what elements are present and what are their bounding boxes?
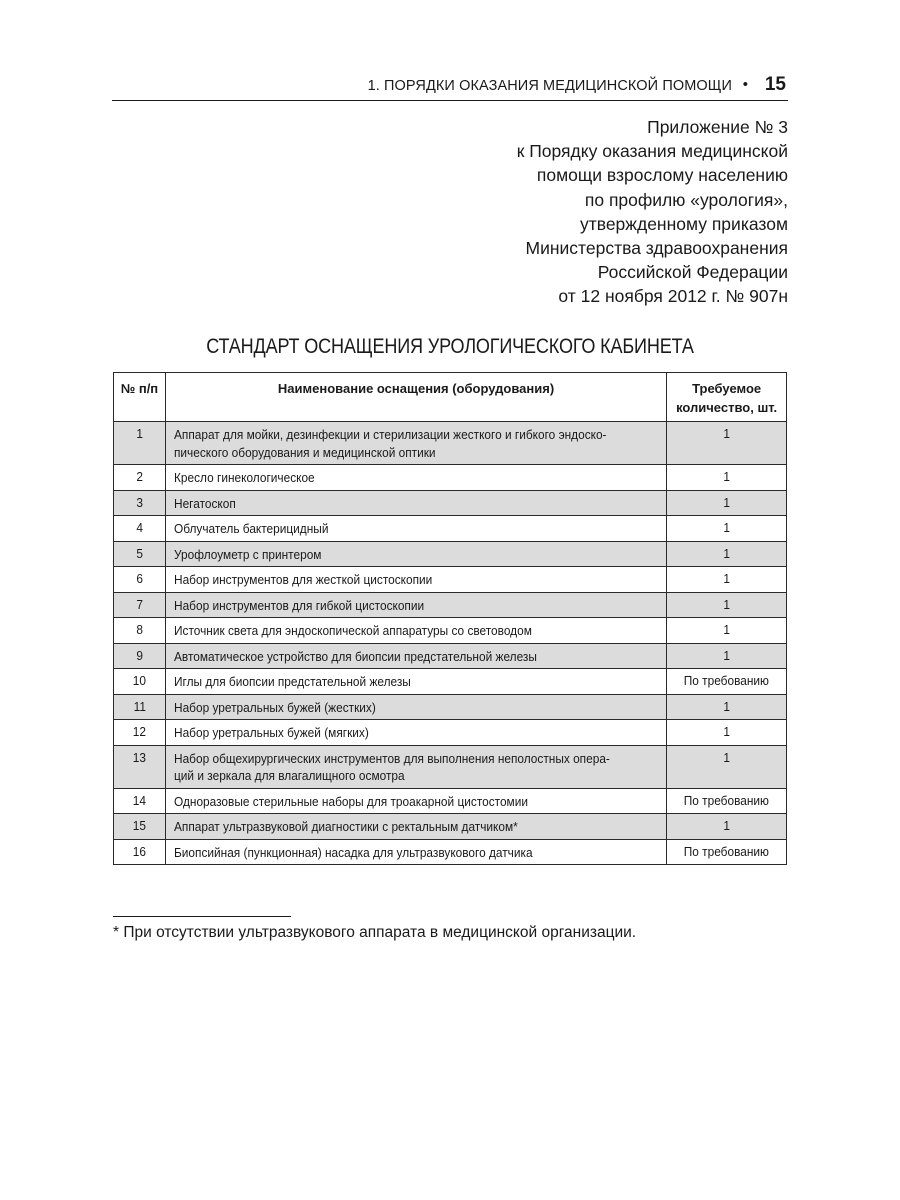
- page-number: 15: [764, 74, 786, 95]
- row-name-line: Биопсийная (пункционная) насадка для ультразвукового датчика: [173, 844, 533, 860]
- row-quantity-text: По требованию: [683, 792, 770, 808]
- row-number: [114, 465, 166, 491]
- row-quantity: [667, 643, 787, 669]
- row-name: [165, 618, 666, 644]
- row-number: [114, 592, 166, 618]
- row-number-text: 2: [136, 469, 143, 484]
- table-row: [114, 618, 787, 644]
- row-name: [165, 490, 666, 516]
- table-row: [114, 592, 787, 618]
- table-row: [114, 567, 787, 593]
- footnote: * При отсутствии ультразвукового аппарата в медицинской организации.: [113, 924, 637, 941]
- row-quantity-text: 1: [723, 622, 730, 637]
- row-quantity-text: 1: [723, 469, 730, 484]
- table-row: [114, 745, 787, 788]
- row-quantity: [667, 839, 787, 865]
- row-quantity-text: 1: [723, 724, 730, 739]
- row-quantity-text: По требованию: [683, 673, 770, 688]
- table-row: [114, 788, 787, 814]
- row-name-line: Аппарат для мойки, дезинфекции и стерилизации жесткого и гибкого эндоско-: [173, 427, 607, 442]
- row-name-line: Набор уретральных бужей (мягких): [173, 725, 369, 740]
- row-name: [165, 839, 666, 865]
- row-quantity-text: 1: [723, 545, 730, 561]
- table-row: [114, 643, 787, 669]
- row-quantity: [667, 422, 787, 465]
- row-name-line: Одноразовые стерильные наборы для троакарной цистостомии: [173, 793, 528, 809]
- running-head-bullet: •: [742, 76, 748, 93]
- table-row: [114, 814, 787, 840]
- header-quantity-line: Требуемое: [692, 381, 762, 396]
- row-quantity-text: 1: [723, 426, 730, 441]
- row-name: [165, 814, 666, 840]
- row-quantity-text: 1: [723, 818, 730, 833]
- row-quantity: [667, 567, 787, 593]
- row-name: [165, 643, 666, 669]
- row-name-line: Облучатель бактерицидный: [173, 521, 329, 536]
- row-quantity-text: 1: [723, 647, 730, 663]
- header-name: Наименование оснащения (оборудования): [165, 373, 666, 422]
- running-head: [112, 74, 788, 101]
- table-row: [114, 669, 787, 695]
- row-name: [165, 745, 666, 788]
- row-name-line: Аппарат ультразвуковой диагностики с ректальным датчиком*: [173, 819, 518, 834]
- table-row: [114, 516, 787, 542]
- row-number-text: 4: [136, 520, 143, 535]
- row-number: [114, 814, 166, 840]
- table-header-row: [114, 373, 787, 422]
- row-quantity: [667, 541, 787, 567]
- row-number-text: 1: [136, 426, 143, 441]
- row-name-line: ций и зеркала для влагалищного осмотра: [173, 768, 405, 783]
- row-name-line: Набор инструментов для жесткой цистоскопии: [173, 572, 433, 587]
- row-quantity: [667, 814, 787, 840]
- appendix-line: помощи взрослому населению: [536, 165, 788, 186]
- row-number: [114, 669, 166, 695]
- row-name-line: Набор общехирургических инструментов для выполнения неполостных опера-: [173, 750, 610, 766]
- header-number: № п/п: [114, 373, 166, 422]
- row-number: [114, 694, 166, 720]
- row-name-line: пического оборудования и медицинской оптики: [173, 444, 436, 460]
- row-number: [114, 541, 166, 567]
- row-number-text: 9: [136, 647, 143, 663]
- row-quantity: [667, 694, 787, 720]
- row-name: [165, 465, 666, 491]
- row-quantity: [667, 669, 787, 695]
- document-title: СТАНДАРТ ОСНАЩЕНИЯ УРОЛОГИЧЕСКОГО КАБИНЕТА: [206, 335, 694, 358]
- row-name-line: Набор уретральных бужей (жестких): [173, 699, 376, 715]
- row-number-text: 3: [136, 494, 143, 510]
- appendix-block: [268, 115, 788, 309]
- row-name: [165, 567, 666, 593]
- row-number-text: 6: [136, 571, 143, 586]
- row-quantity: [667, 720, 787, 746]
- row-name-line: Набор инструментов для гибкой цистоскопии: [173, 597, 425, 613]
- row-name-line: Иглы для биопсии предстательной железы: [173, 674, 411, 689]
- row-number: [114, 490, 166, 516]
- row-number-text: 16: [132, 843, 147, 859]
- appendix-line: от 12 ноября 2012 г. № 907н: [558, 286, 788, 307]
- row-name-line: Кресло гинекологическое: [173, 470, 315, 485]
- row-quantity-text: 1: [723, 698, 730, 714]
- equipment-table: [113, 372, 787, 865]
- table-row: [114, 694, 787, 720]
- table-row: [114, 839, 787, 865]
- row-number: [114, 839, 166, 865]
- header-quantity-line: количество, шт.: [676, 400, 778, 415]
- row-number-text: 10: [132, 673, 147, 688]
- row-name-line: Автоматическое устройство для биопсии предстательной железы: [173, 648, 537, 664]
- row-name-line: Негатоскоп: [173, 495, 236, 511]
- table-row: [114, 720, 787, 746]
- row-number: [114, 788, 166, 814]
- row-number-text: 8: [136, 622, 143, 637]
- appendix-line: Министерства здравоохранения: [525, 238, 788, 259]
- table-row: [114, 422, 787, 465]
- row-number: [114, 618, 166, 644]
- appendix-line: утвержденному приказом: [579, 213, 788, 234]
- row-name: [165, 592, 666, 618]
- row-name: [165, 422, 666, 465]
- running-head-section: 1. ПОРЯДКИ ОКАЗАНИЯ МЕДИЦИНСКОЙ ПОМОЩИ: [367, 78, 732, 94]
- row-name: [165, 516, 666, 542]
- header-quantity: [667, 373, 787, 422]
- row-name: [165, 541, 666, 567]
- row-quantity: [667, 490, 787, 516]
- row-quantity: [667, 516, 787, 542]
- row-number-text: 5: [136, 545, 143, 561]
- row-number: [114, 745, 166, 788]
- row-quantity: [667, 465, 787, 491]
- appendix-line: Российской Федерации: [597, 262, 788, 283]
- row-name: [165, 694, 666, 720]
- row-number-text: 11: [133, 698, 146, 714]
- row-quantity-text: 1: [723, 749, 730, 765]
- table-row: [114, 465, 787, 491]
- row-quantity: [667, 788, 787, 814]
- row-quantity: [667, 618, 787, 644]
- row-number-text: 14: [132, 792, 147, 808]
- row-quantity-text: По требованию: [683, 843, 770, 859]
- row-number: [114, 720, 166, 746]
- row-number-text: 12: [132, 724, 147, 739]
- row-name-line: Урофлоуметр с принтером: [173, 546, 322, 562]
- table-row: [114, 490, 787, 516]
- row-number-text: 7: [136, 596, 143, 612]
- appendix-line: к Порядку оказания медицинской: [516, 141, 788, 162]
- footnote-divider: [113, 916, 291, 917]
- row-name: [165, 720, 666, 746]
- row-quantity: [667, 745, 787, 788]
- row-number: [114, 422, 166, 465]
- row-name-line: Источник света для эндоскопической аппаратуры со световодом: [173, 623, 532, 638]
- row-number: [114, 567, 166, 593]
- row-number: [114, 643, 166, 669]
- row-quantity-text: 1: [723, 520, 730, 535]
- row-name: [165, 669, 666, 695]
- appendix-line: Приложение № 3: [647, 117, 788, 137]
- row-name: [165, 788, 666, 814]
- row-number-text: 15: [132, 818, 147, 833]
- table-row: [114, 541, 787, 567]
- row-number-text: 13: [132, 749, 147, 765]
- appendix-line: по профилю «урология»,: [584, 189, 788, 210]
- row-quantity-text: 1: [723, 596, 730, 612]
- row-number: [114, 516, 166, 542]
- row-quantity-text: 1: [723, 494, 730, 510]
- row-quantity: [667, 592, 787, 618]
- row-quantity-text: 1: [723, 571, 730, 586]
